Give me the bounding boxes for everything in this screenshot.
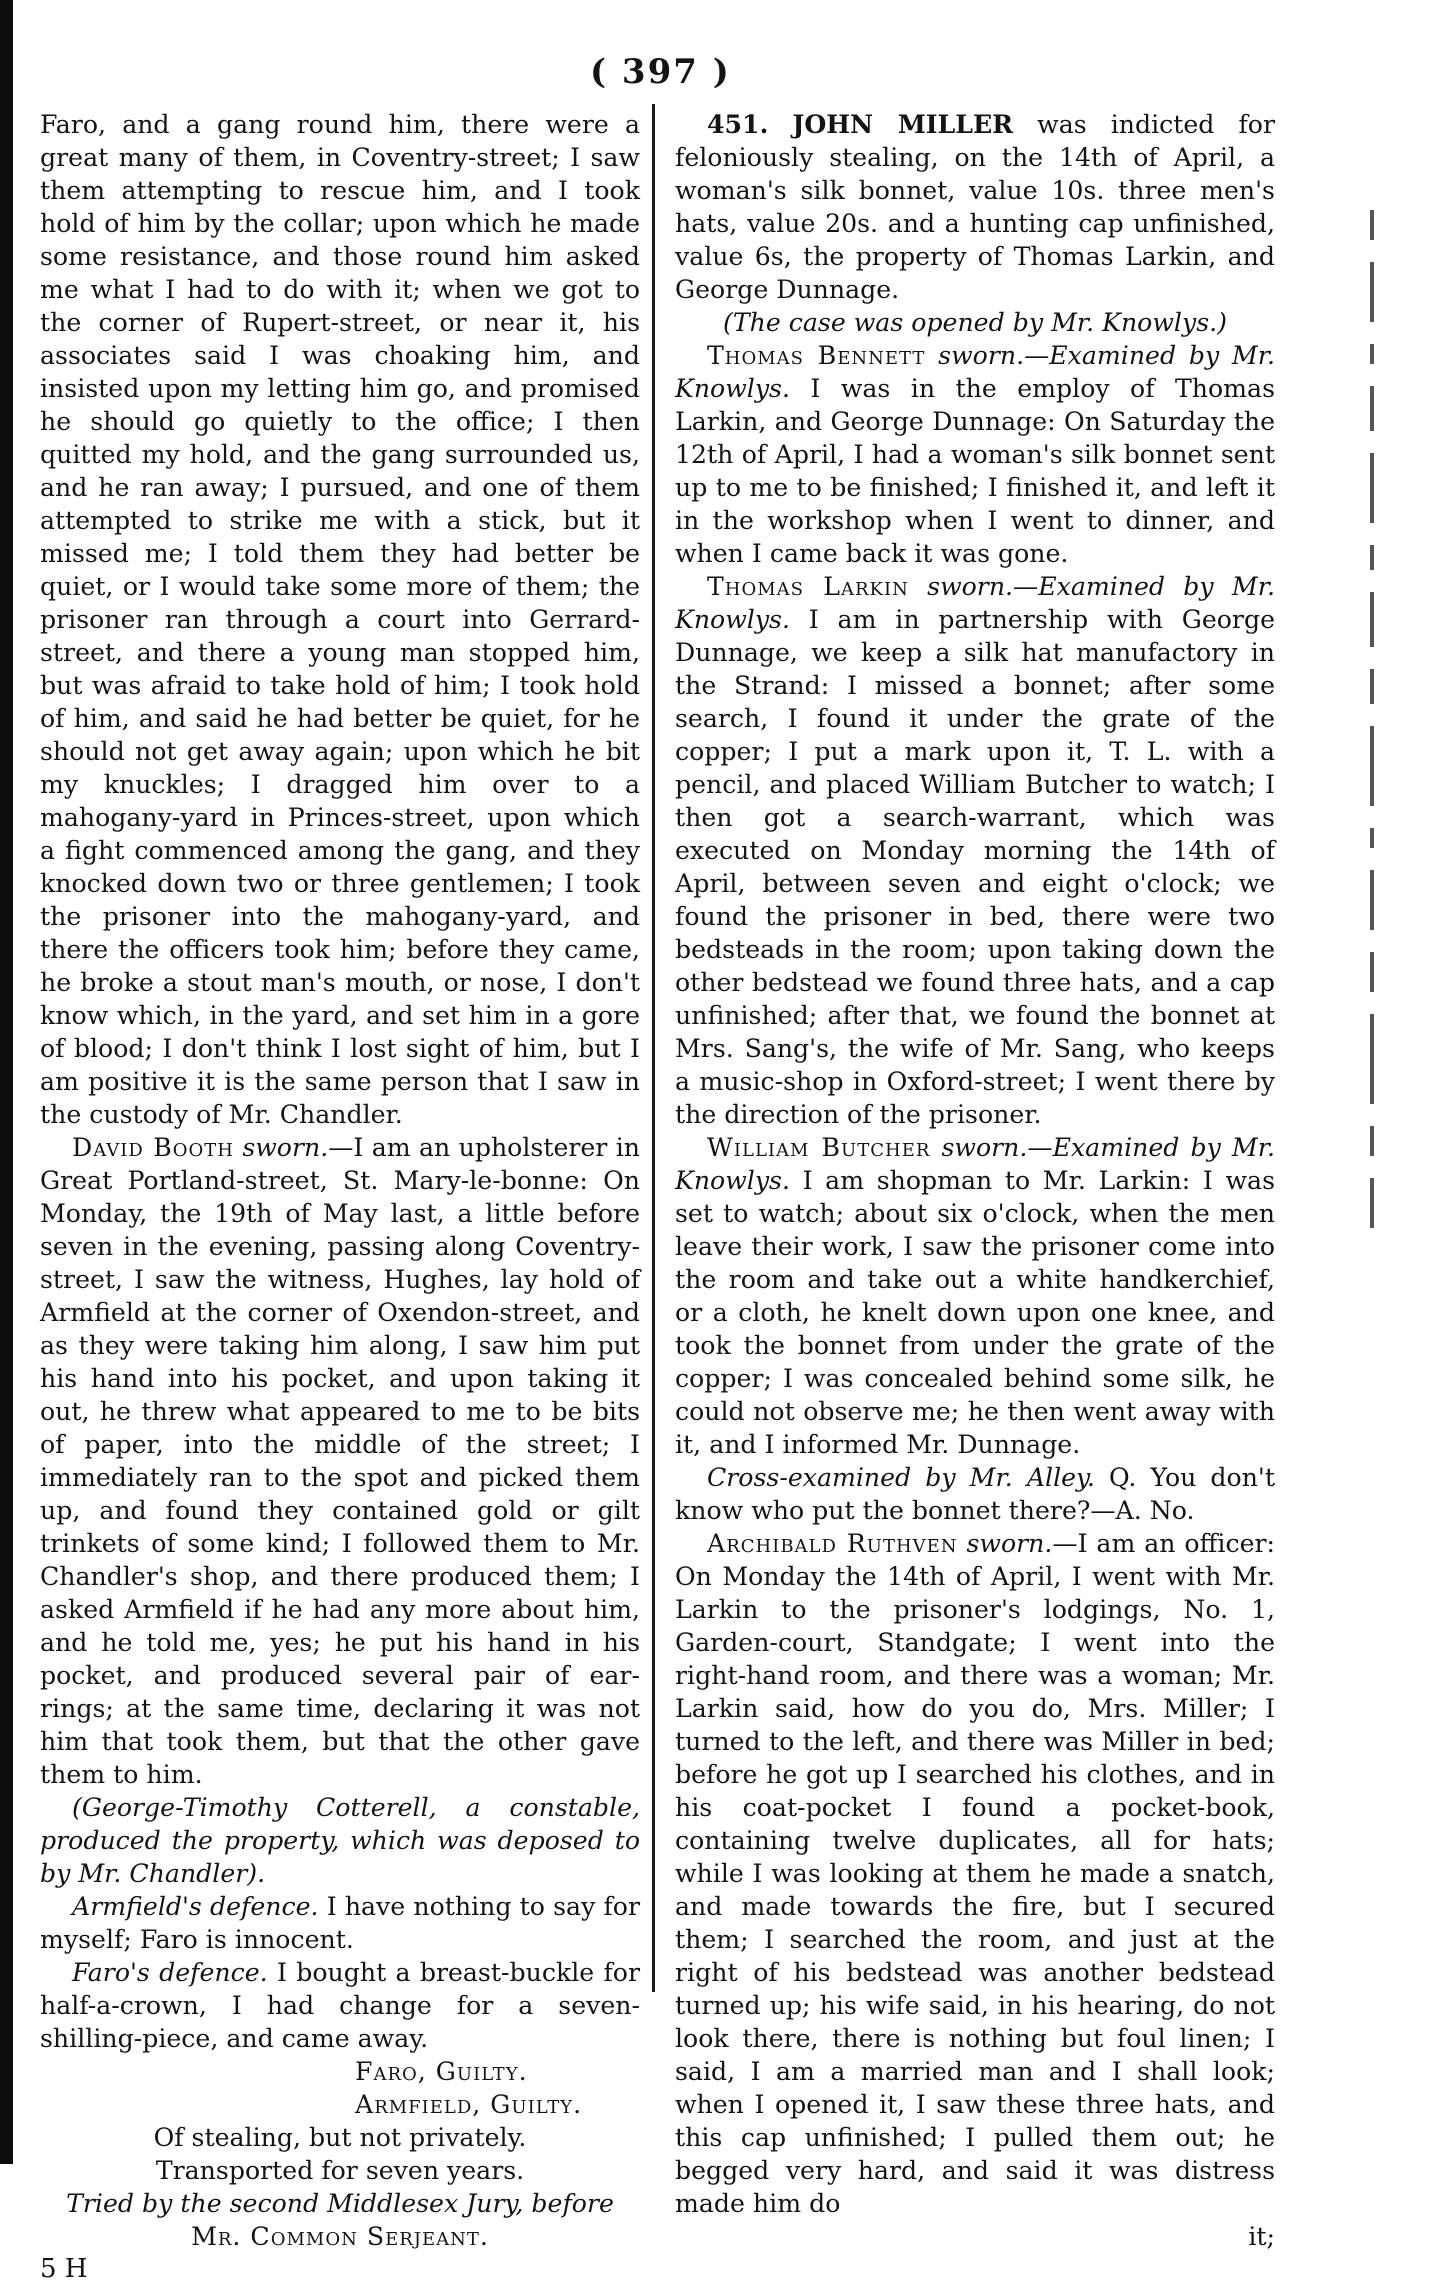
defendant-name: JOHN MILLER (792, 109, 1014, 139)
testimony-archibald-ruthven (675, 1527, 1275, 2220)
page-edge-shadow (0, 0, 13, 2164)
testimony-text: I am in partnership with George Dunnage, we keep a silk hat manufactory in the Strand: I missed a bonnet; after some search, I found it under the grate of the copper; I put a mark upon it, T. L. with a pencil, and placed William Butcher to watch; I then got a search-warrant, which was executed on Monday morning the 14th of April, between seven and eight o'clock; we found the prisoner in bed, there were two bedsteads in the room; upon taking down the other bedstead we found three hats, and a cap unfinished; after that, we found the bonnet at Mrs. Sang's, the wife of Mr. Sang, who keeps a music-shop in Oxford-street; I went there by the direction of the prisoner. (675, 605, 1275, 1129)
testimony-text: —I am an upholsterer in Great Portland-street, St. Mary-le-bonne: On Monday, the 19th of May last, a little before seven in the evening, passing along Coventry-street, I saw the witness, Hughes, lay hold of Armfield at the corner of Oxendon-street, and as they were taking him along, I saw him put his hand into his pocket, and upon taking it out, he threw what appeared to me to be bits of paper, into the middle of the street; I immediately ran to the spot and picked them up, and found they contained gold or gilt trinkets of some kind; I followed them to Mr. Chandler's shop, and there produced them; I asked Armfield if he had any more about him, and he told me, yes; he put his hand in his pocket, and produced several pair of ear-rings; at the same time, declaring it was not him that took them, but that the other gave them to him. (40, 1133, 640, 1789)
defence-label: Armfield's defence. (72, 1892, 319, 1921)
defence-label: Faro's defence. (72, 1958, 268, 1987)
witness-name: Thomas Larkin (707, 572, 909, 601)
cross-label: Cross-examined by Mr. Alley. (707, 1463, 1095, 1492)
indictment-text: was indicted for feloniously stealing, on the 14th of April, a woman's silk bonnet, value 10s. three men's hats, value 20s. and a hunting cap unfinished, value 6s, the property of Thomas Larkin, and George Dunnage. (675, 110, 1275, 304)
sworn-label: sworn.—Examined by Mr. Knowlys. (675, 572, 1275, 634)
cross-text: Q. You don't know who put the bonnet there?—A. No. (675, 1463, 1275, 1525)
defence-text: I have nothing to say for myself; Faro is innocent. (40, 1892, 640, 1954)
witness-name: William Butcher (707, 1133, 931, 1162)
cross-examination (675, 1461, 1275, 1527)
witness-name: David Booth (72, 1133, 234, 1162)
faro-defence (40, 1956, 640, 2055)
case-opened-note: (The case was opened by Mr. Knowlys.) (723, 308, 1227, 337)
testimony-william-butcher (675, 1131, 1275, 1461)
catchword: it; (1248, 2222, 1275, 2251)
left-column (40, 108, 640, 2286)
testimony-text: —I am an officer: On Monday the 14th of April, I went with Mr. Larkin to the prisoner's lodgings, No. 1, Garden-court, Standgate; I went into the right-hand room, and there was a woman; Mr. Larkin said, how do you do, Mrs. Miller; I turned to the left, and there was Miller in bed; before he got up I searched his clothes, and in his coat-pocket I found a pocket-book, containing twelve duplicates, all for hats; while I was looking at them he made a snatch, and made towards the fire, but I secured them; I searched the room, and just at the right of his bedstead was another bedstead turned up; his wife said, in his hearing, do not look there, there is nothing but foul linen; I said, I am a married man and I shall look; when I opened it, I saw these three hats, and this cap unfinished; I pulled them out; he begged very hard, and said it was distress made him do (675, 1529, 1276, 2218)
verdict-faro: Faro, Guilty. (355, 2057, 528, 2086)
page-number: ( 397 ) (590, 52, 731, 92)
margin-ruler (1368, 210, 1376, 2010)
jury-note: Tried by the second Middlesex Jury, before (66, 2189, 614, 2218)
defence-text: I bought a breast-buckle for half-a-crown, I had change for a seven-shilling-piece, and came away. (40, 1958, 641, 2053)
testimony-thomas-larkin (675, 570, 1275, 1131)
judge-note: Mr. Common Serjeant. (191, 2222, 489, 2251)
column-divider (652, 104, 655, 1992)
witness-name: Thomas Bennett (707, 341, 926, 370)
witness-name: Archibald Ruthven (707, 1529, 958, 1558)
case-heading (675, 108, 1275, 306)
armfield-defence (40, 1890, 640, 1956)
right-column (675, 108, 1275, 2253)
sworn-label: sworn. (242, 1133, 329, 1162)
sworn-label: sworn.—Examined by Mr. Knowlys. (675, 1133, 1275, 1195)
verdict-armfield: Armfield, Guilty. (355, 2090, 583, 2119)
testimony-david-booth (40, 1131, 640, 1791)
testimony-text: I am shopman to Mr. Larkin: I was set to watch; about six o'clock, when the men leave their work, I saw the prisoner come into the room and take out a white handkerchief, or a cloth, he knelt down upon one knee, and took the bonnet from under the grate of the copper; I was concealed behind some silk, he could not observe me; he then went away with it, and I informed Mr. Dunnage. (675, 1166, 1275, 1459)
testimony-continuation: Faro, and a gang round him, there were a great many of them, in Coventry-street; I saw them attempting to rescue him, and I took hold of him by the collar; upon which he made some resistance, and those round him asked me what I had to do with it; when we got to the corner of Rupert-street, or near it, his associates said I was choaking him, and insisted upon my letting him go, and promised he should go quietly to the office; I then quitted my hold, and the gang surrounded us, and he ran away; I pursued, and one of them attempted to strike me with a stick, but it missed me; I told them they had better be quiet, or I would take some more of them; the prisoner ran through a court into Gerrard-street, and there a young man stopped him, but was afraid to take hold of him; I took hold of him, and said he had better be quiet, for he should not get away again; upon which he bit my knuckles; I dragged him over to a mahogany-yard in Princes-street, upon which a fight commenced among the gang, and they knocked down two or three gentlemen; I took the prisoner into the mahogany-yard, and there the officers took him; before they came, he broke a stout man's mouth, or nose, I don't know which, in the yard, and set him in a gore of blood; I don't think I lost sight of him, but I am positive it is the same person that I saw in the custody of Mr. Chandler. (40, 110, 640, 1129)
property-note: (George-Timothy Cotterell, a constable, produced the property, which was deposed to by Mr. Chandler). (40, 1793, 640, 1888)
sentence: Transported for seven years. (155, 2156, 525, 2185)
signature-mark: 5 H (40, 2254, 88, 2284)
sworn-label: sworn.—Examined by Mr. Knowlys. (675, 341, 1276, 403)
verdict-offence: Of stealing, but not privately. (153, 2123, 527, 2152)
case-number: 451. (707, 109, 769, 139)
testimony-text: I was in the employ of Thomas Larkin, and George Dunnage: On Saturday the 12th of April, I had a woman's silk bonnet sent up to me to be finished; I finished it, and left it in the workshop when I went to dinner, and when I came back it was gone. (675, 374, 1275, 568)
testimony-thomas-bennett (675, 339, 1275, 570)
sworn-label: sworn. (966, 1529, 1053, 1558)
